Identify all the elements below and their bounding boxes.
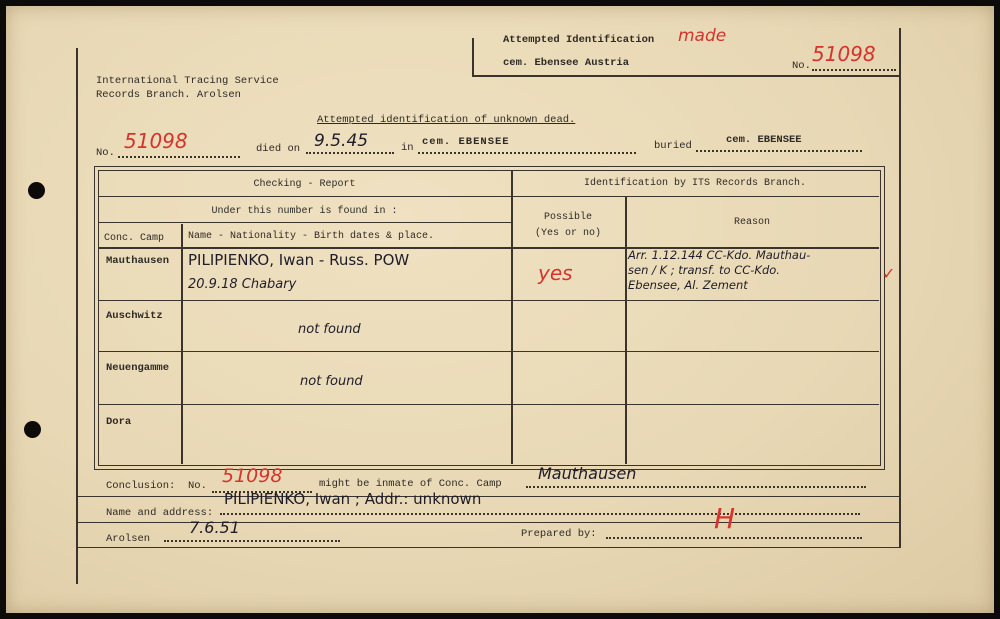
right-margin-rule <box>899 28 901 548</box>
died-on-value: 9.5.45 <box>314 131 369 151</box>
index-card <box>6 6 994 613</box>
header-box-left <box>472 38 474 76</box>
conclusion-label: Conclusion: <box>106 480 176 492</box>
possible-col-header-2: (Yes or no) <box>534 228 601 239</box>
buried-dots <box>696 150 862 152</box>
punch-hole-bottom <box>24 421 41 438</box>
identification-header: Identification by ITS Records Branch. <box>583 178 807 189</box>
camp-dora: Dora <box>106 416 132 428</box>
row-line-3 <box>98 404 879 405</box>
name-col-header: Name - Nationality - Birth dates & place. <box>188 231 435 242</box>
conclusion-camp-value: Mauthausen <box>538 464 637 483</box>
mauthausen-reason-3: Ebensee, Al. Zement <box>628 278 748 292</box>
prepared-by-dots <box>606 537 862 539</box>
mauthausen-reason-1: Arr. 1.12.144 CC-Kdo. Mauthau- <box>628 248 811 262</box>
buried-label: buried <box>654 140 692 152</box>
in-value: cem. EBENSEE <box>422 136 510 148</box>
possible-col-header-1: Possible <box>543 212 592 223</box>
conclusion-camp-dots <box>526 486 866 488</box>
header-box-no-dots <box>812 69 896 71</box>
org-line-2: Records Branch. Arolsen <box>96 89 241 101</box>
arolsen-label: Arolsen <box>106 533 151 545</box>
mauthausen-name: PILIPIENKO, Iwan - Russ. POW <box>188 251 410 269</box>
header-box-status: made <box>678 26 727 46</box>
header-box-place: cem. Ebensee Austria <box>503 57 630 69</box>
col-divider-reason <box>625 196 627 464</box>
in-dots <box>418 152 636 154</box>
prepared-by-label: Prepared by: <box>521 528 597 540</box>
death-no-label: No. <box>96 147 115 159</box>
name-address-value: PILIPIENKO, Iwan ; Addr.: unknown <box>224 490 482 508</box>
mauthausen-birth: 20.9.18 Chabary <box>188 277 297 292</box>
name-address-label: Name and address: <box>106 507 214 519</box>
header-box-no-label: No. <box>792 60 811 72</box>
camp-neuengamme: Neuengamme <box>106 362 170 374</box>
left-margin-rule <box>76 48 78 584</box>
checking-report-header: Checking - Report <box>253 179 356 190</box>
conc-camp-col-header: Conc. Camp <box>104 233 165 244</box>
document-title: Attempted identification of unknown dead. <box>317 114 576 126</box>
camp-auschwitz: Auschwitz <box>106 310 163 322</box>
row-line-checking <box>98 196 879 197</box>
death-no-dots <box>118 156 240 158</box>
in-label: in <box>401 142 414 154</box>
died-on-label: died on <box>256 143 301 155</box>
col-divider-camp <box>181 224 183 464</box>
row-line-under <box>98 222 511 223</box>
auschwitz-result: not found <box>298 322 361 337</box>
header-box-no-value: 51098 <box>812 42 876 66</box>
org-line-1: International Tracing Service <box>96 75 279 87</box>
death-no-value: 51098 <box>124 129 188 153</box>
conclusion-no-value: 51098 <box>222 465 283 487</box>
punch-hole-top <box>28 182 45 199</box>
reviewer-initials: H <box>714 502 736 535</box>
row-line-2 <box>98 351 879 352</box>
under-number-header: Under this number is found in : <box>211 206 398 217</box>
header-box-title: Attempted Identification <box>503 34 655 46</box>
conclusion-underline <box>76 496 899 497</box>
arolsen-date-dots <box>164 540 340 542</box>
row-line-1 <box>98 300 879 301</box>
mauthausen-possible: yes <box>538 261 573 285</box>
header-box-bottom <box>472 75 899 77</box>
mauthausen-reason-2: sen / K ; transf. to CC-Kdo. <box>628 263 780 277</box>
checkmark-icon: ✓ <box>882 264 896 283</box>
conclusion-no-label: No. <box>188 480 207 492</box>
buried-value: cem. EBENSEE <box>726 134 802 146</box>
name-address-dots <box>220 513 860 515</box>
died-on-dots <box>306 152 394 154</box>
arolsen-underline <box>76 547 899 548</box>
conclusion-might-label: might be inmate of Conc. Camp <box>319 478 502 490</box>
camp-mauthausen: Mauthausen <box>106 255 170 267</box>
arolsen-date: 7.6.51 <box>189 518 240 537</box>
neuengamme-result: not found <box>300 374 363 389</box>
reason-col-header: Reason <box>733 217 770 228</box>
